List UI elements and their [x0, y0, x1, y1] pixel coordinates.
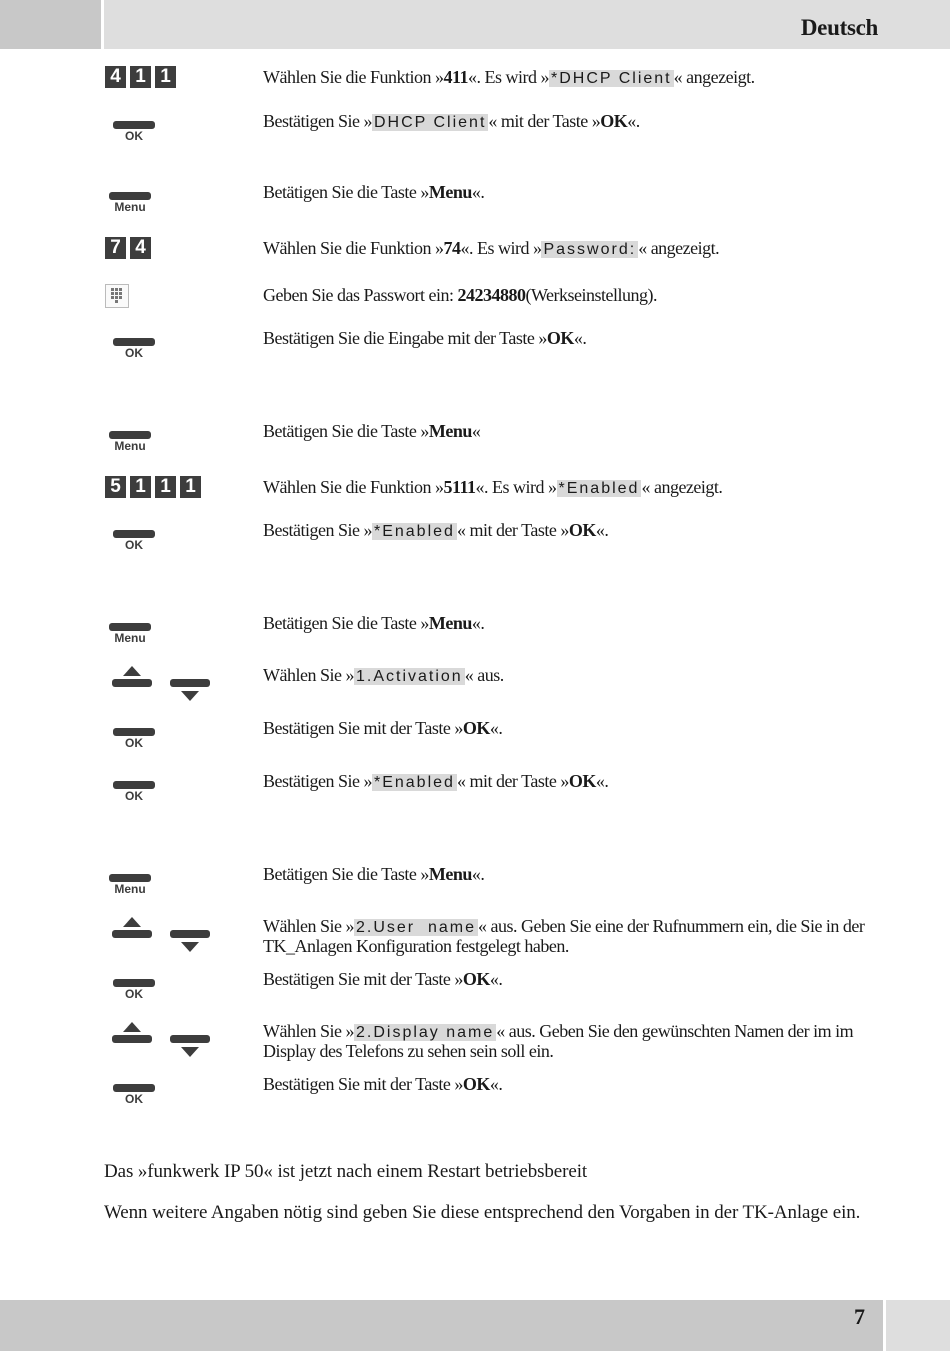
- step-text: Wählen Sie » 2.User name « aus. Geben Sie eine der Rufnummern ein, die Sie in der TK_Anlagen Konfiguration festgelegt haben.: [263, 916, 865, 956]
- step-text: Wählen Sie die Funktion »74«. Es wird » Password: « angezeigt.: [263, 238, 720, 258]
- step-text: Betätigen Sie die Taste »Menu«.: [263, 613, 485, 633]
- step-text: Geben Sie das Passwort ein: 24234880(Werkseinstellung).: [263, 285, 657, 305]
- step-text: Bestätigen Sie mit der Taste »OK«.: [263, 718, 503, 738]
- language-label: Deutsch: [800, 15, 878, 40]
- lcd-display-text: *Enabled: [373, 774, 455, 791]
- step-text: Bestätigen Sie mit der Taste »OK«.: [263, 1074, 503, 1094]
- lcd-display-text: 1.Activation: [355, 668, 463, 685]
- step-text: Betätigen Sie die Taste »Menu«: [263, 421, 481, 441]
- step-text: Wählen Sie die Funktion »411«. Es wird » *DHCP Client « angezeigt.: [263, 67, 755, 87]
- step-text: Bestätigen Sie » *Enabled « mit der Taste »OK«.: [263, 520, 609, 540]
- key-1: 1: [155, 476, 176, 498]
- key-sequence-74: [105, 237, 151, 259]
- lcd-display-text: *DHCP Client: [551, 70, 672, 87]
- menu-button-icon: Menu: [109, 192, 151, 216]
- lcd-display-text: DHCP Client: [373, 114, 487, 131]
- step-text: Bestätigen Sie » *Enabled « mit der Taste »OK«.: [263, 771, 609, 791]
- arrow-down-icon: [181, 691, 199, 701]
- key-1: 1: [155, 66, 176, 88]
- arrow-up-icon: [123, 666, 141, 676]
- step-text: Bestätigen Sie » DHCP Client « mit der Taste »OK«.: [263, 111, 640, 131]
- page-number: 7: [854, 1304, 865, 1329]
- footer-bar-right: [886, 1300, 950, 1351]
- ok-button-icon: OK: [113, 338, 155, 362]
- key-1: 1: [130, 476, 151, 498]
- ok-button-icon: OK: [113, 781, 155, 805]
- step-text: Betätigen Sie die Taste »Menu«.: [263, 182, 485, 202]
- step-text: Wählen Sie » 2.Display name « aus. Geben Sie den gewünschten Namen der im im Display des Telefons zu sehen sein soll ein.: [263, 1021, 854, 1061]
- lcd-display-text: 2.User name: [355, 919, 477, 936]
- lcd-display-text: 2.Display name: [355, 1024, 495, 1041]
- step-text: Wählen Sie die Funktion »5111«. Es wird » *Enabled « angezeigt.: [263, 477, 723, 497]
- lcd-display-text: Password:: [543, 241, 637, 258]
- arrow-down-icon: [181, 1047, 199, 1057]
- closing-paragraph: Das »funkwerk IP 50« ist jetzt nach einem Restart betriebsbereit: [104, 1161, 588, 1182]
- menu-button-icon: Menu: [109, 431, 151, 455]
- step-text: Betätigen Sie die Taste »Menu«.: [263, 864, 485, 884]
- key-4: 4: [105, 66, 126, 88]
- menu-button-icon: Menu: [109, 623, 151, 647]
- arrow-up-icon: [123, 1022, 141, 1032]
- ok-button-icon: OK: [113, 728, 155, 752]
- header-bar: [104, 0, 950, 49]
- ok-button-icon: OK: [113, 121, 155, 145]
- key-1: 1: [130, 66, 151, 88]
- closing-paragraph: Wenn weitere Angaben nötig sind geben Sie diese entsprechend den Vorgaben in der TK-Anlage ein.: [104, 1202, 861, 1223]
- arrow-up-icon: [123, 917, 141, 927]
- lcd-display-text: *Enabled: [558, 480, 640, 497]
- arrow-down-icon: [181, 942, 199, 952]
- ok-button-icon: OK: [113, 979, 155, 1003]
- header-bar-left: [0, 0, 101, 49]
- step-text: Bestätigen Sie die Eingabe mit der Taste »OK«.: [263, 328, 587, 348]
- ok-button-icon: OK: [113, 1084, 155, 1108]
- up-down-navigation-icon: [112, 917, 212, 957]
- step-text: Wählen Sie » 1.Activation « aus.: [263, 665, 504, 685]
- keypad-icon: [105, 284, 129, 308]
- key-sequence-5111: [105, 476, 201, 498]
- step-text: Bestätigen Sie mit der Taste »OK«.: [263, 969, 503, 989]
- key-7: 7: [105, 237, 126, 259]
- key-1: 1: [180, 476, 201, 498]
- key-5: 5: [105, 476, 126, 498]
- footer-bar: [0, 1300, 883, 1351]
- lcd-display-text: *Enabled: [373, 523, 455, 540]
- key-4: 4: [130, 237, 151, 259]
- ok-button-icon: OK: [113, 530, 155, 554]
- up-down-navigation-icon: [112, 666, 212, 706]
- up-down-navigation-icon: [112, 1022, 212, 1062]
- menu-button-icon: Menu: [109, 874, 151, 898]
- key-sequence-411: [105, 66, 176, 88]
